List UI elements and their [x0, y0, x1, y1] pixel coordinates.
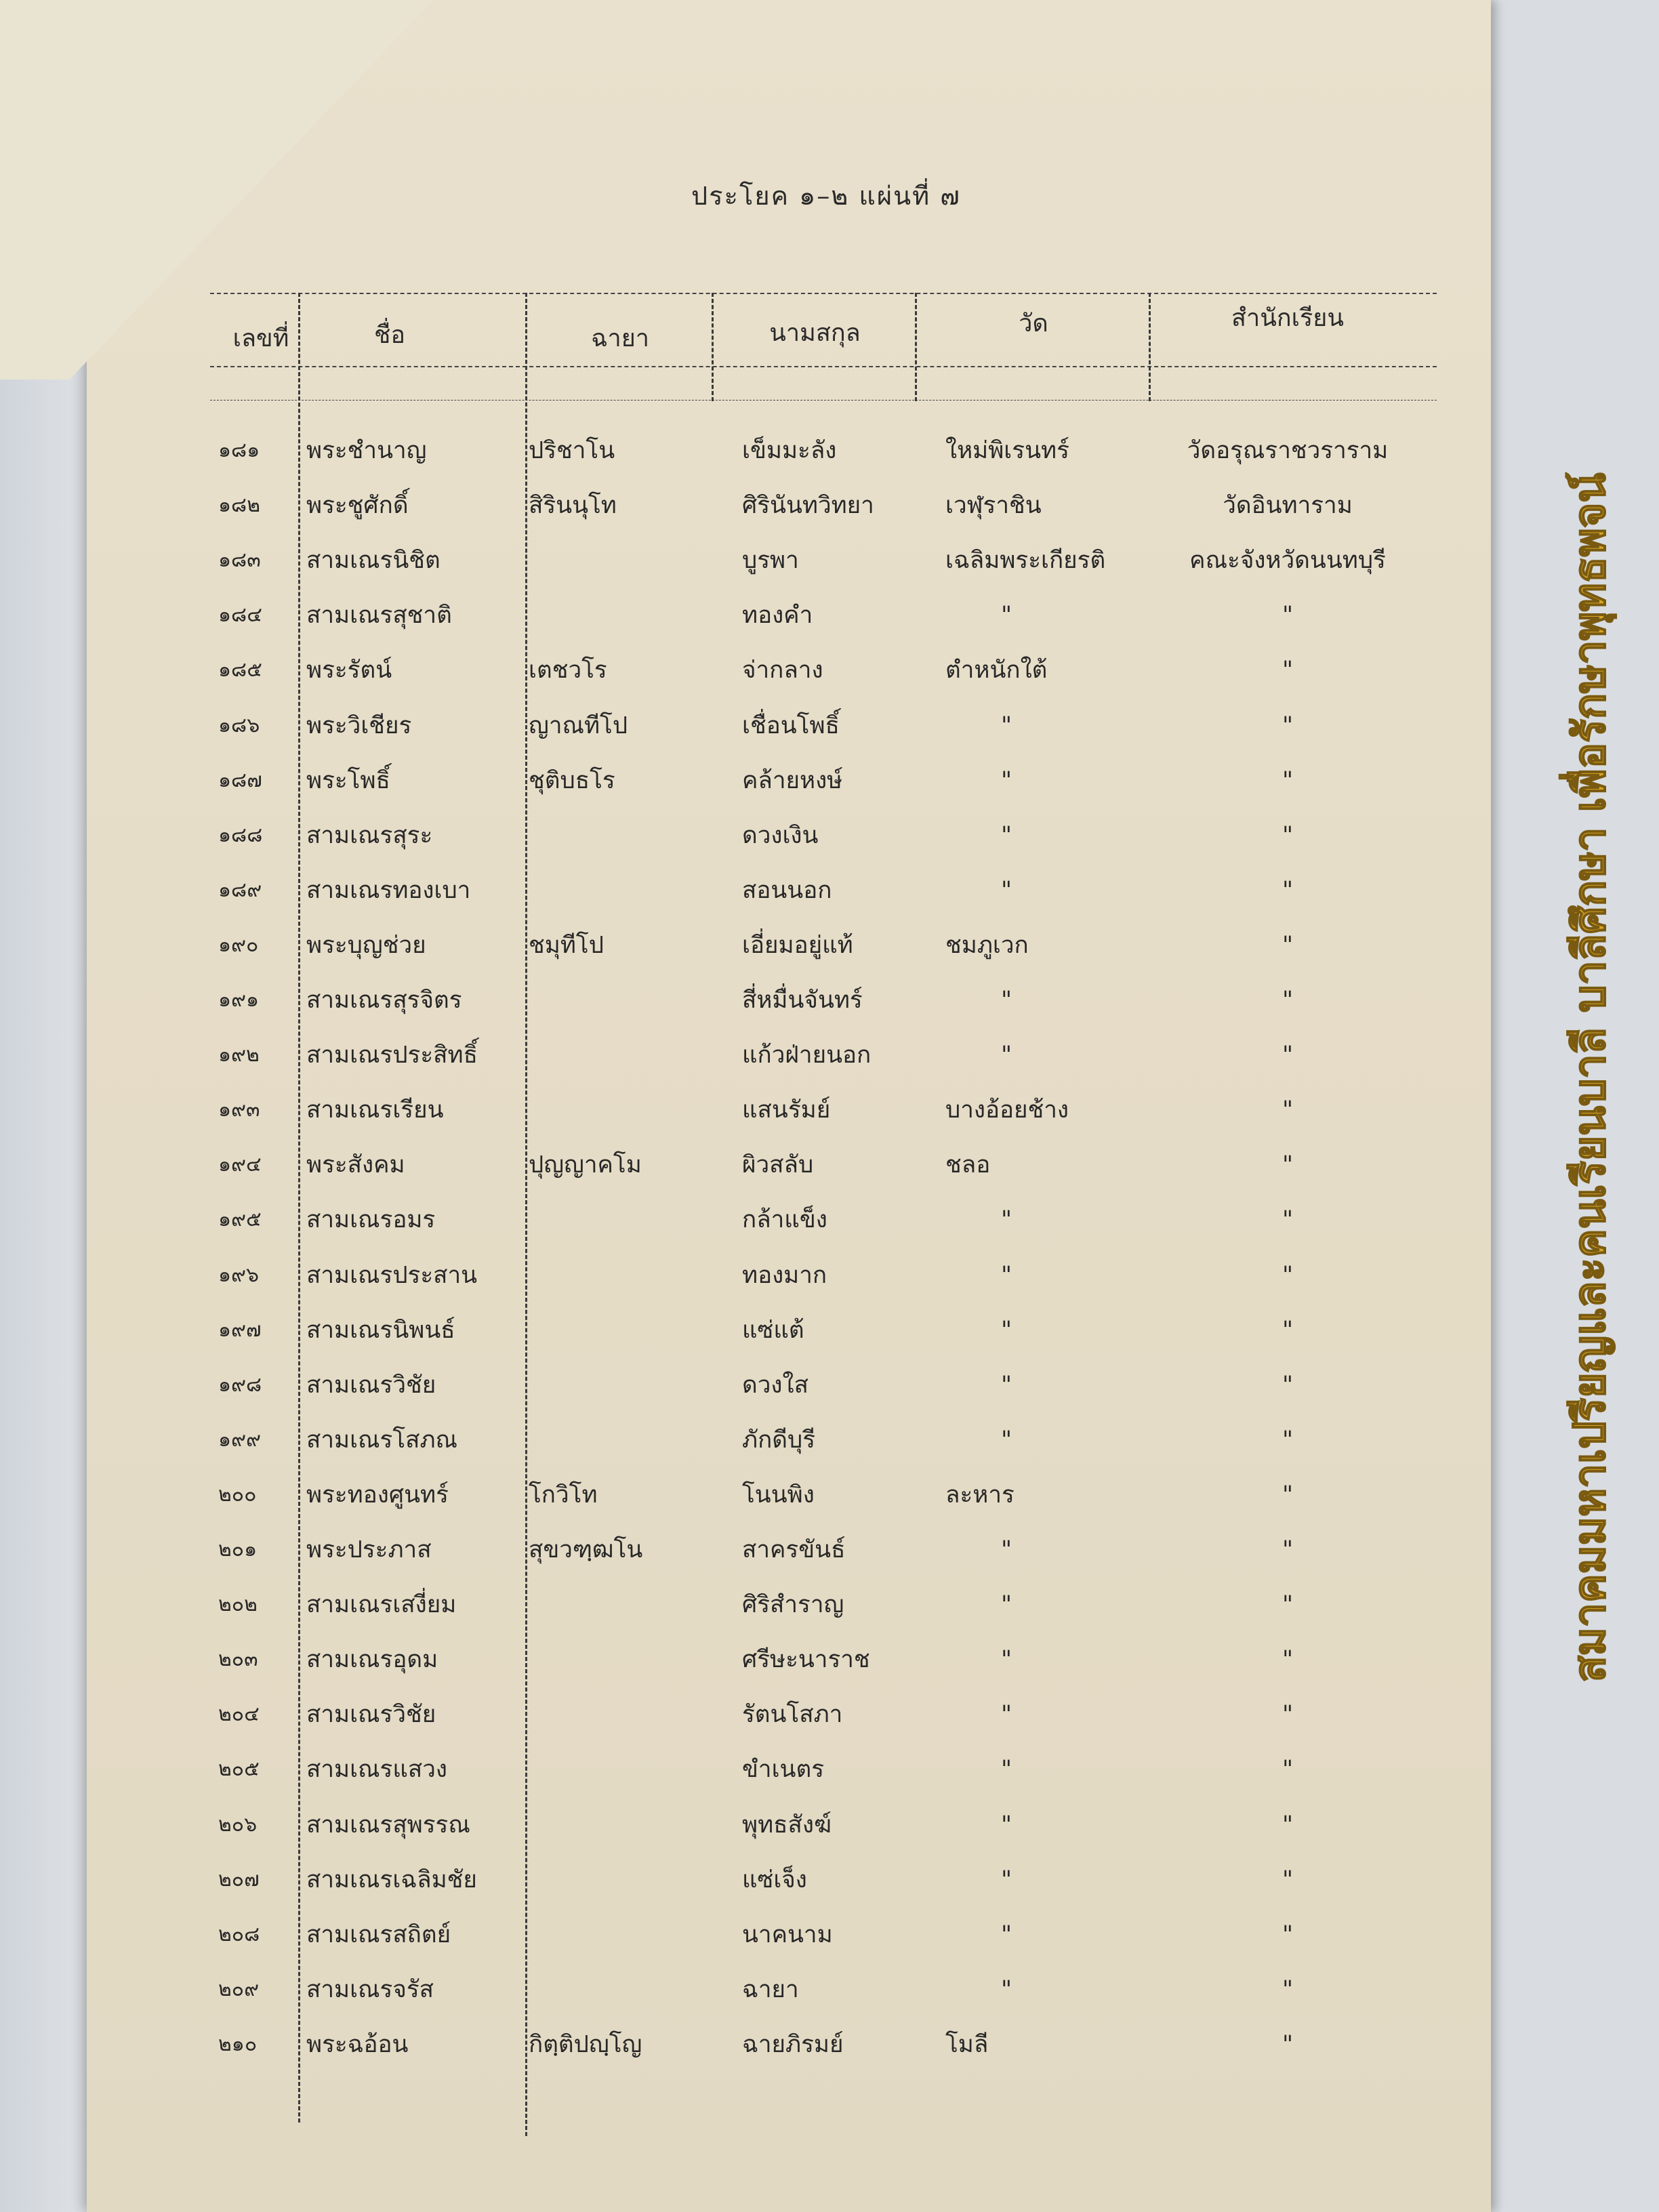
table-row: [0, 650, 1659, 691]
monk-name: สามเณรจรัส: [306, 1975, 434, 2003]
column-divider: [712, 293, 714, 401]
monk-name: พระโพธิ์: [306, 766, 390, 794]
row-number: ๒๐๐: [218, 1482, 257, 1507]
temple: ": [1000, 987, 1012, 1014]
monk-name: พระฉอ้อน: [306, 2030, 409, 2058]
surname: โนนพิง: [742, 1481, 815, 1509]
monk-name: พระรัตน์: [306, 657, 392, 684]
temple: ": [1000, 1921, 1012, 1948]
school: ": [1282, 1097, 1294, 1124]
surname: จ่ากลาง: [742, 657, 823, 684]
row-number: ๑๘๔: [218, 603, 262, 628]
temple: ": [1000, 821, 1012, 849]
surname: สี่หมื่นจันทร์: [742, 987, 863, 1014]
row-number: ๑๘๙: [218, 878, 262, 902]
surname: เอี่ยมอยู่แท้: [742, 931, 853, 959]
school: ": [1282, 602, 1294, 630]
school: ": [1282, 1426, 1294, 1454]
table-row: [0, 1475, 1659, 1515]
school: ": [1282, 1206, 1294, 1234]
temple: ": [1000, 712, 1012, 739]
surname: ขำเนตร: [742, 1756, 824, 1784]
surname: ศิริสำราญ: [742, 1591, 844, 1619]
table-row: [0, 1969, 1659, 2010]
row-number: ๑๙๖: [218, 1263, 260, 1287]
surname: ฉายา: [742, 1975, 799, 2003]
row-number: ๑๘๒: [218, 493, 260, 518]
row-number: ๑๙๙: [218, 1427, 261, 1452]
monk-chaya: สิรินนุโท: [529, 492, 617, 520]
surname: ทองคำ: [742, 602, 813, 630]
table-row: [0, 1914, 1659, 1955]
school: ": [1282, 1371, 1294, 1399]
monk-name: สามเณรสุชาติ: [306, 602, 452, 630]
monk-chaya: เตชวโร: [529, 657, 607, 684]
temple: ": [1000, 1591, 1012, 1619]
table-row: [0, 1310, 1659, 1351]
monk-chaya: ปุญญาคโม: [529, 1151, 642, 1179]
table-row: [0, 1639, 1659, 1680]
monk-name: พระชำนาญ: [306, 437, 427, 464]
school: ": [1282, 876, 1294, 904]
surname: รัตนโสภา: [742, 1701, 843, 1729]
surname: กล้าแข็ง: [742, 1206, 827, 1234]
temple: เฉลิมพระเกียรติ: [945, 547, 1106, 575]
surname: ศิรินันทวิทยา: [742, 492, 874, 520]
temple: บางอ้อยช้าง: [945, 1097, 1069, 1124]
row-number: ๑๙๕: [218, 1208, 262, 1232]
monk-chaya: ญาณทีโป: [529, 712, 628, 739]
monk-name: พระวิเชียร: [306, 712, 412, 739]
sheet-title: ประโยค ๑–๒ แผ่นที่ ๗: [691, 181, 961, 211]
table-row: [0, 870, 1659, 911]
school: ": [1282, 1591, 1294, 1619]
row-number: ๑๘๗: [218, 768, 262, 792]
surname: ดวงเงิน: [742, 821, 819, 849]
table-row: [0, 980, 1659, 1021]
monk-chaya: โกวิโท: [529, 1481, 598, 1509]
table-top-rule: [210, 293, 1437, 294]
temple: ": [1000, 1866, 1012, 1893]
row-number: ๒๐๗: [218, 1867, 260, 1891]
temple: ": [1000, 1536, 1012, 1563]
table-row: [0, 1805, 1659, 1845]
table-row: [0, 705, 1659, 746]
table-row: [0, 430, 1659, 471]
temple: ": [1000, 876, 1012, 904]
row-number: ๒๐๓: [218, 1647, 258, 1672]
surname: ศรีษะนาราช: [742, 1646, 870, 1674]
temple: ใหม่พิเรนทร์: [945, 437, 1069, 464]
row-number: ๒๐๖: [218, 1812, 258, 1837]
watermark-text: สมาคมมหาเปรียญและคนเรียนบาลี บาลีศึกษา เพื่อรักษาพุทธพจน์: [1565, 472, 1615, 1683]
school: ": [1282, 1701, 1294, 1729]
column-header-number: เลขที่: [232, 325, 289, 352]
row-number: ๑๙๐: [218, 933, 259, 957]
temple: ": [1000, 1646, 1012, 1674]
school: ": [1282, 1811, 1294, 1839]
temple: โมลี: [945, 2030, 989, 2058]
row-number: ๑๘๓: [218, 548, 261, 573]
school: ": [1282, 2030, 1294, 2058]
table-row: [0, 1200, 1659, 1240]
monk-name: สามเณรสุระ: [306, 821, 433, 849]
temple: ": [1000, 766, 1012, 794]
table-row: [0, 1420, 1659, 1460]
column-divider: [915, 293, 917, 401]
school: ": [1282, 1042, 1294, 1069]
monk-chaya: ชมุทีโป: [529, 931, 604, 959]
temple: ": [1000, 1975, 1012, 2003]
surname: นาคนาม: [742, 1921, 833, 1948]
school: ": [1282, 1756, 1294, 1784]
school: ": [1282, 1481, 1294, 1509]
temple: ": [1000, 1261, 1012, 1289]
school: วัดอรุณราชวราราม: [1187, 437, 1389, 464]
surname: แก้วฝ่ายนอก: [742, 1042, 872, 1069]
school: ": [1282, 1921, 1294, 1948]
surname: แสนรัมย์: [742, 1097, 831, 1124]
surname: แซ่แต้: [742, 1316, 804, 1344]
table-row: [0, 1530, 1659, 1570]
table-row: [0, 1255, 1659, 1296]
monk-name: สามเณรวิชัย: [306, 1371, 436, 1399]
column-header-school: สำนักเรียน: [1231, 304, 1344, 332]
column-header-temple: วัด: [1019, 310, 1048, 337]
surname: สาครขันธ์: [742, 1536, 846, 1563]
monk-name: สามเณรสุพรรณ: [306, 1811, 470, 1839]
temple: เวฬุราชิน: [945, 492, 1042, 520]
school: ": [1282, 657, 1294, 684]
school: ": [1282, 1261, 1294, 1289]
school: ": [1282, 1316, 1294, 1344]
monk-name: พระทองศูนทร์: [306, 1481, 449, 1509]
table-row: [0, 1694, 1659, 1735]
surname: ฉายภิรมย์: [742, 2030, 844, 2058]
header-bottom-rule: [210, 366, 1437, 367]
school: ": [1282, 1151, 1294, 1179]
monk-chaya: สุขวฑฺฒโน: [529, 1536, 643, 1563]
row-number: ๑๘๖: [218, 713, 260, 737]
temple: ": [1000, 1756, 1012, 1784]
table-row: [0, 1145, 1659, 1185]
row-number: ๑๘๑: [218, 438, 260, 462]
monk-chaya: กิตฺติปญฺโญ: [529, 2030, 642, 2058]
monk-name: สามเณรประสิทธิ์: [306, 1042, 478, 1069]
school: คณะจังหวัดนนทบุรี: [1189, 547, 1386, 575]
column-header-chaya: ฉายา: [590, 325, 650, 352]
row-number: ๑๙๗: [218, 1317, 262, 1342]
temple: ชลอ: [945, 1151, 991, 1179]
table-row: [0, 1584, 1659, 1625]
surname: สอนนอก: [742, 876, 832, 904]
temple: ละหาร: [945, 1481, 1015, 1509]
monk-name: สามเณรอมร: [306, 1206, 436, 1234]
temple: ": [1000, 1206, 1012, 1234]
table-row: [0, 1749, 1659, 1790]
monk-name: สามเณรนิชิต: [306, 547, 441, 575]
school: ": [1282, 712, 1294, 739]
surname: แซ่เจ็ง: [742, 1866, 807, 1893]
monk-name: สามเณรอุดม: [306, 1646, 438, 1674]
school: ": [1282, 1866, 1294, 1893]
surname: บูรพา: [742, 547, 799, 575]
surname: ภักดีบุรี: [742, 1426, 816, 1454]
monk-name: พระชูศักดิ์: [306, 492, 409, 520]
surname: ทองมาก: [742, 1261, 827, 1289]
table-row: [0, 815, 1659, 856]
monk-name: สามเณรนิพนธ์: [306, 1316, 455, 1344]
monk-name: พระสังคม: [306, 1151, 405, 1179]
watermark: [1538, 447, 1640, 1708]
row-number: ๑๙๔: [218, 1153, 262, 1177]
surname: ผิวสลับ: [742, 1151, 814, 1179]
row-number: ๒๐๙: [218, 1977, 260, 2001]
monk-name: สามเณรโสภณ: [306, 1426, 458, 1454]
school: วัดอินทาราม: [1223, 492, 1353, 520]
monk-name: สามเณรสถิตย์: [306, 1921, 451, 1948]
table-row: [0, 1035, 1659, 1076]
school: ": [1282, 1975, 1294, 2003]
temple: ": [1000, 1371, 1012, 1399]
monk-name: สามเณรทองเบา: [306, 876, 471, 904]
monk-name: พระประภาส: [306, 1536, 432, 1563]
school: ": [1282, 1536, 1294, 1563]
school: ": [1282, 821, 1294, 849]
row-number: ๒๑๐: [218, 2032, 258, 2056]
row-number: ๑๘๕: [218, 658, 262, 682]
row-number: ๑๘๘: [218, 823, 263, 847]
table-row: [0, 1365, 1659, 1406]
row-number: ๑๙๓: [218, 1098, 260, 1122]
surname: เข็มมะลัง: [742, 437, 837, 464]
row-number: ๒๐๘: [218, 1922, 260, 1946]
monk-name: สามเณรเรียน: [306, 1097, 444, 1124]
surname: คล้ายหงษ์: [742, 766, 843, 794]
monk-name: สามเณรวิชัย: [306, 1701, 436, 1729]
monk-name: สามเณรเฉลิมชัย: [306, 1866, 477, 1893]
row-number: ๑๙๑: [218, 988, 260, 1012]
table-row: [0, 485, 1659, 526]
table-row: [0, 1090, 1659, 1130]
monk-name: สามเณรสุรจิตร: [306, 987, 462, 1014]
school: ": [1282, 766, 1294, 794]
row-number: ๑๙๒: [218, 1043, 260, 1067]
column-divider: [1149, 293, 1151, 401]
column-header-name: ชื่อ: [373, 321, 406, 349]
table-row: [0, 760, 1659, 801]
temple: ": [1000, 1316, 1012, 1344]
table-row: [0, 540, 1659, 581]
surname: ดวงใส: [742, 1371, 808, 1399]
monk-chaya: ชุติบธโร: [529, 766, 615, 794]
table-row: [0, 925, 1659, 966]
temple: ": [1000, 1426, 1012, 1454]
surname: พุทธสังฆ์: [742, 1811, 832, 1839]
monk-name: สามเณรประสาน: [306, 1261, 478, 1289]
monk-name: พระบุญช่วย: [306, 931, 426, 959]
temple: ": [1000, 602, 1012, 630]
school: ": [1282, 987, 1294, 1014]
row-number: ๒๐๒: [218, 1593, 258, 1617]
column-header-surname: นามสกุล: [769, 319, 861, 347]
school: ": [1282, 931, 1294, 959]
row-number: ๒๐๔: [218, 1702, 260, 1727]
table-row: [0, 595, 1659, 636]
table-row: [0, 1860, 1659, 1900]
temple: ": [1000, 1701, 1012, 1729]
row-number: ๒๐๕: [218, 1757, 260, 1782]
header-underline: [210, 400, 1437, 401]
monk-chaya: ปริชาโน: [529, 437, 615, 464]
temple: ": [1000, 1042, 1012, 1069]
temple: ชมภูเวก: [945, 931, 1029, 959]
surname: เชื่อนโพธิ์: [742, 712, 840, 739]
monk-name: สามเณรแสวง: [306, 1756, 447, 1784]
row-number: ๒๐๑: [218, 1538, 258, 1561]
row-number: ๑๙๘: [218, 1372, 262, 1397]
temple: ": [1000, 1811, 1012, 1839]
school: ": [1282, 1646, 1294, 1674]
temple: ตำหนักใต้: [945, 657, 1048, 684]
table-row: [0, 2024, 1659, 2065]
monk-name: สามเณรเสงี่ยม: [306, 1591, 457, 1619]
